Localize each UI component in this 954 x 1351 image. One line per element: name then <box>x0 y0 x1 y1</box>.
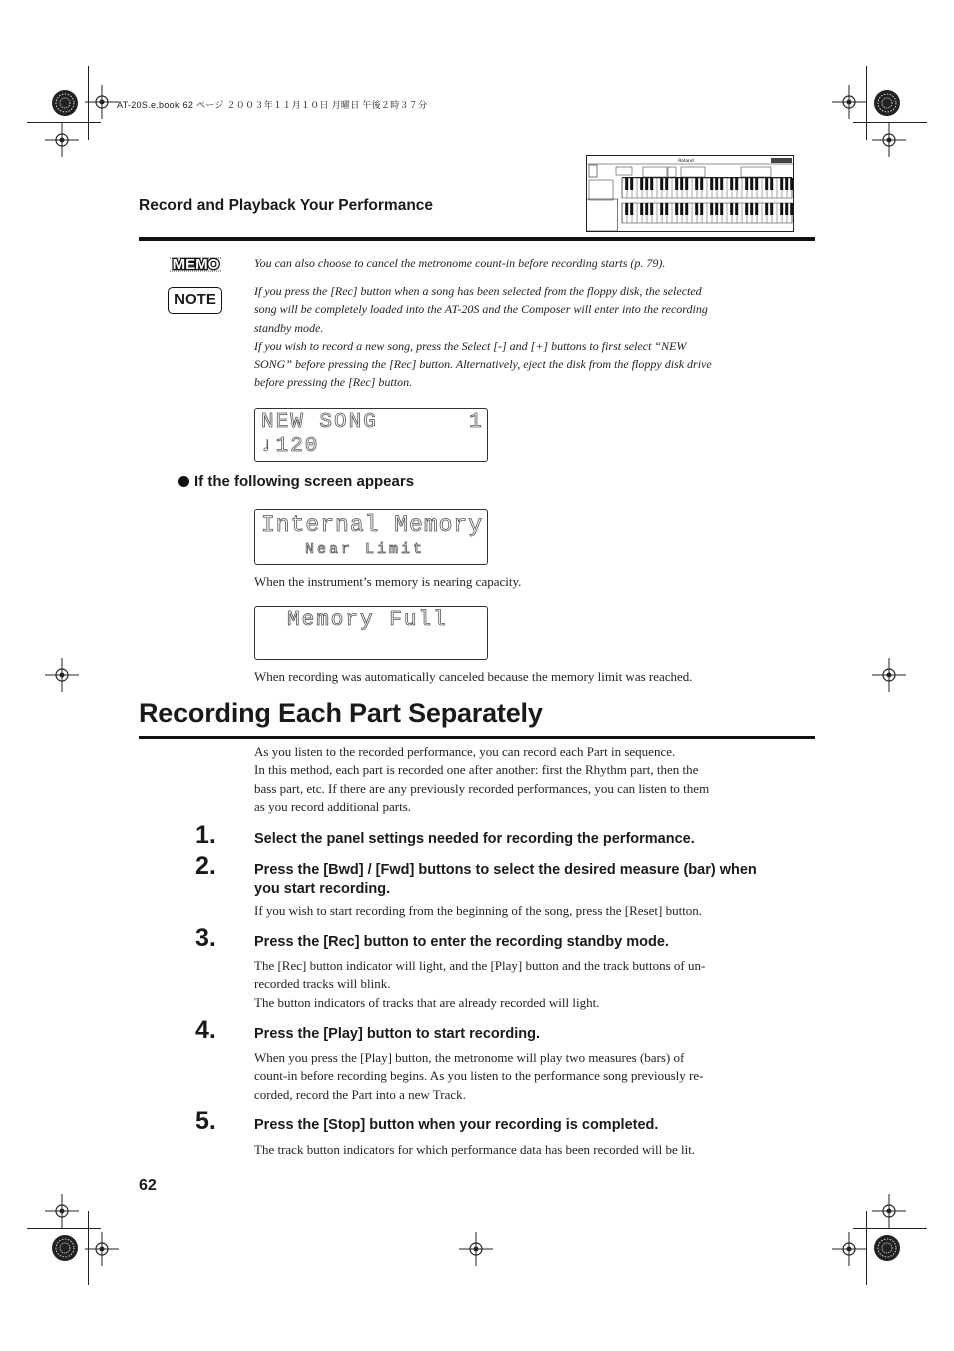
organ-brand: Roland <box>678 159 694 164</box>
black-key <box>745 178 748 190</box>
lcd-line: 1 <box>469 411 482 434</box>
black-key <box>785 178 788 190</box>
note-line: song will be completely loaded into the AT-20S and the Composer will enter into the recording <box>254 302 708 317</box>
step-body-line: The button indicators of tracks that are already recorded will light. <box>254 994 600 1010</box>
note-line: If you wish to record a new song, press the Select [-] and [+] buttons to first select “NEW <box>254 338 687 353</box>
black-key <box>675 178 678 190</box>
black-key <box>765 178 768 190</box>
intro-line: bass part, etc. If there are any previously recorded performances, you can listen to them <box>254 780 710 796</box>
black-key <box>780 178 783 190</box>
black-key <box>685 178 688 190</box>
black-key <box>730 203 733 215</box>
black-key <box>645 203 648 215</box>
black-key <box>695 203 698 215</box>
step-title: Press the [Stop] button when your recording is completed. <box>254 1117 659 1133</box>
step-body <box>254 957 774 1012</box>
step-body-line: When you press the [Play] button, the metronome will play two measures (bars) of <box>254 1050 685 1065</box>
step-number: 1. <box>195 821 216 849</box>
step-title: Select the panel settings needed for recording the performance. <box>254 831 695 847</box>
intro-line: As you listen to the recorded performance, you can record each Part in sequence. <box>254 744 676 759</box>
organ-panel-illustration <box>586 155 794 232</box>
black-key <box>700 178 703 190</box>
note-line: standby mode. <box>254 320 324 335</box>
intro-line: In this method, each part is recorded one after another: first the Rhythm part, then the <box>254 762 699 778</box>
step-body: If you wish to start recording from the beginning of the song, press the [Reset] button. <box>254 903 703 918</box>
memo-icon <box>168 253 224 275</box>
note-text <box>254 282 774 392</box>
black-key <box>765 203 768 215</box>
memo-text: You can also choose to cancel the metronome count-in before recording starts (p. 79). <box>254 256 666 270</box>
lcd-line: Near Limit <box>305 541 426 558</box>
black-key <box>640 203 643 215</box>
step-body-line: corded, record the Part into a new Track. <box>254 1086 466 1102</box>
section-header: Record and Playback Your Performance <box>139 197 434 214</box>
step-body <box>254 1049 774 1104</box>
lcd3-caption: When recording was automatically canceled because the memory limit was reached. <box>254 669 693 684</box>
black-key <box>750 178 753 190</box>
step-body-line: The [Rec] button indicator will light, and the [Play] button and the track buttons of un- <box>254 958 706 973</box>
black-key <box>785 203 788 215</box>
black-key <box>650 203 653 215</box>
lcd-line: Memory Full <box>287 609 448 632</box>
step-number: 3. <box>195 924 216 952</box>
note-line: SONG” before pressing the [Rec] button. Alternatively, eject the disk from the floppy disk drive <box>254 357 712 372</box>
black-key <box>625 178 628 190</box>
lcd-new-song <box>254 408 488 462</box>
heading-rule <box>139 736 815 739</box>
black-key <box>675 203 678 215</box>
black-key <box>630 203 633 215</box>
black-key <box>720 203 723 215</box>
step-title: Press the [Play] button to start recording. <box>254 1026 541 1042</box>
lcd-memory-full <box>254 606 488 660</box>
black-key <box>625 203 628 215</box>
black-key <box>790 203 793 215</box>
black-key <box>745 203 748 215</box>
black-key <box>770 203 773 215</box>
black-key <box>750 203 753 215</box>
black-key <box>640 178 643 190</box>
black-key <box>755 203 758 215</box>
subheading-text: If the following screen appears <box>194 473 415 490</box>
black-key <box>630 178 633 190</box>
black-key <box>735 203 738 215</box>
note-line: If you press the [Rec] button when a song has been selected from the floppy disk, the selected <box>254 284 702 298</box>
black-key <box>680 203 683 215</box>
black-key <box>680 178 683 190</box>
lcd2-caption: When the instrument’s memory is nearing capacity. <box>254 574 522 589</box>
note-line: before pressing the [Rec] button. <box>254 375 413 390</box>
black-key <box>720 178 723 190</box>
step-body: The track button indicators for which performance data has been recorded will be lit. <box>254 1142 696 1157</box>
intro-line: as you record additional parts. <box>254 799 412 815</box>
black-key <box>710 203 713 215</box>
main-heading: Recording Each Part Separately <box>139 698 543 728</box>
lcd-line: ♩120 <box>261 435 320 458</box>
intro-text <box>254 743 774 817</box>
black-key <box>665 203 668 215</box>
black-key <box>790 178 793 190</box>
step-body-line: recorded tracks will blink. <box>254 976 391 992</box>
lcd-line: Internal Memory <box>261 512 484 538</box>
black-key <box>710 178 713 190</box>
black-key <box>730 178 733 190</box>
black-key <box>715 178 718 190</box>
black-key <box>645 178 648 190</box>
lcd-internal-memory <box>254 509 488 565</box>
header-rule <box>139 237 815 241</box>
black-key <box>770 178 773 190</box>
black-key <box>685 203 688 215</box>
black-key <box>780 203 783 215</box>
black-key <box>650 178 653 190</box>
step-number: 4. <box>195 1016 216 1044</box>
step-title: Press the [Bwd] / [Fwd] buttons to select the desired measure (bar) when you start recording. <box>254 862 757 897</box>
step-title: Press the [Rec] button to enter the recording standby mode. <box>254 934 669 950</box>
black-key <box>735 178 738 190</box>
lcd-line: NEW SONG <box>261 411 378 434</box>
subheading <box>178 473 414 490</box>
document-id: AT-20S.e.book 62 ページ ２００３年１１月１０日 月曜日 午後２時３７分 <box>117 100 428 110</box>
black-key <box>755 178 758 190</box>
black-key <box>665 178 668 190</box>
black-key <box>695 178 698 190</box>
black-key <box>660 203 663 215</box>
black-key <box>700 203 703 215</box>
black-key <box>660 178 663 190</box>
step-number: 5. <box>195 1107 216 1135</box>
step-number: 2. <box>195 852 216 880</box>
note-label: NOTE <box>168 287 222 314</box>
step-body-line: count-in before recording begins. As you listen to the performance song previously re- <box>254 1068 704 1084</box>
memo-label: MEMO <box>172 256 220 273</box>
black-key <box>715 203 718 215</box>
bullet-icon <box>178 476 189 487</box>
page-number: 62 <box>139 1177 157 1194</box>
